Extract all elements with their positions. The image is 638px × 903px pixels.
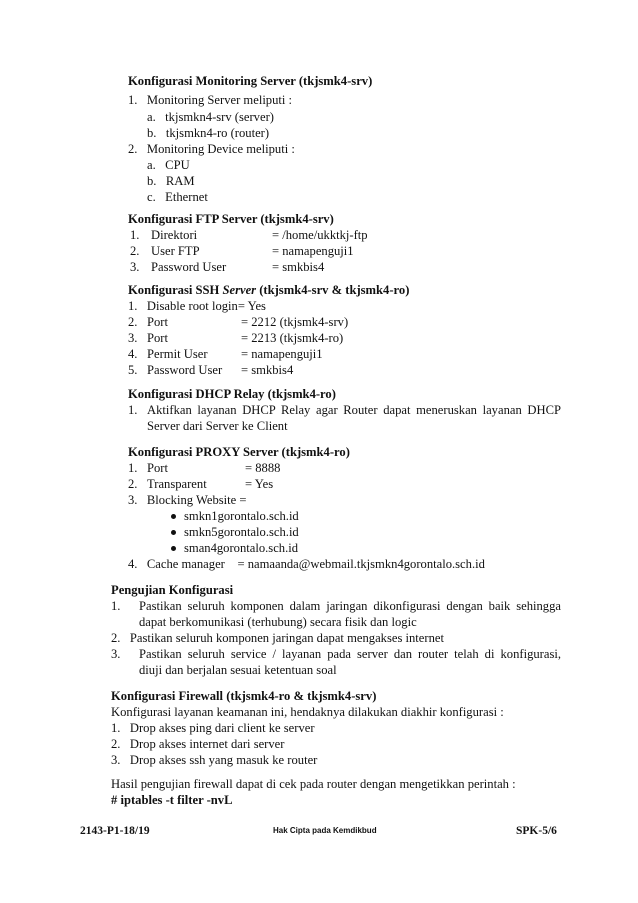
firewall-result: Hasil pengujian firewall dapat di cek pada router dengan mengetikkan perintah : bbox=[111, 777, 516, 791]
ftp-row-label: User FTP bbox=[151, 244, 200, 258]
ftp-row-num: 2. bbox=[130, 244, 140, 258]
proxy-row-num: 1. bbox=[128, 461, 138, 475]
ssh-row-label: Password User bbox=[147, 363, 223, 377]
ssh-title bbox=[128, 282, 409, 298]
ssh-title-italic: Server bbox=[222, 283, 257, 297]
footer-document-code: 2143-P1-18/19 bbox=[80, 825, 150, 837]
blocked-site: sman4gorontalo.sch.id bbox=[184, 541, 299, 555]
pengujian-title: Pengujian Konfigurasi bbox=[111, 583, 234, 597]
ftp-row-num: 3. bbox=[130, 260, 140, 274]
firewall-command: # iptables -t filter -nvL bbox=[111, 793, 233, 807]
ssh-item-1: 1. Disable root login= Yes bbox=[128, 299, 266, 313]
monitoring-item-2b: b. RAM bbox=[147, 174, 195, 188]
firewall-item-1: 1. Drop akses ping dari client ke server bbox=[111, 721, 315, 735]
ssh-row-value: = 2212 (tkjsmk4-srv) bbox=[241, 315, 349, 329]
ssh-row-value: = smkbis4 bbox=[241, 363, 294, 377]
proxy-title: Konfigurasi PROXY Server (tkjsmk4-ro) bbox=[128, 445, 350, 459]
footer-page-number: SPK-5/6 bbox=[516, 825, 557, 837]
ssh-row-num: 5. bbox=[128, 363, 138, 377]
dhcp-title: Konfigurasi DHCP Relay (tkjsmk4-ro) bbox=[128, 387, 336, 401]
blocked-site: smkn5gorontalo.sch.id bbox=[184, 525, 299, 539]
pengujian-item-num: 3. bbox=[111, 647, 121, 661]
ftp-title: Konfigurasi FTP Server (tkjsmk4-srv) bbox=[128, 212, 334, 226]
monitoring-item-2: 2. Monitoring Device meliputi : bbox=[128, 142, 295, 156]
bullet-icon bbox=[171, 514, 176, 519]
footer-copyright: Hak Cipta pada Kemdikbud bbox=[273, 826, 377, 835]
ftp-row-num: 1. bbox=[130, 228, 140, 242]
ssh-row-num: 2. bbox=[128, 315, 138, 329]
firewall-intro: Konfigurasi layanan keamanan ini, hendaknya dilakukan diakhir konfigurasi : bbox=[111, 705, 504, 719]
pengujian-item-2: 2. Pastikan seluruh komponen jaringan dapat mengakses internet bbox=[111, 631, 444, 645]
ftp-row-value: = smkbis4 bbox=[272, 260, 325, 274]
ssh-title-part: (tkjsmk4-srv & tkjsmk4-ro) bbox=[256, 283, 410, 297]
proxy-row-num: 2. bbox=[128, 477, 138, 491]
pengujian-item-line: diuji dan berjalan sesuai ketentuan soal bbox=[139, 663, 337, 677]
ftp-row-label: Direktori bbox=[151, 228, 198, 242]
firewall-item-2: 2. Drop akses internet dari server bbox=[111, 737, 285, 751]
pengujian-item-line: dapat berkomunikasi (terhubung) secara fisik dan logic bbox=[139, 615, 417, 629]
bullet-icon bbox=[171, 546, 176, 551]
ssh-row-num: 3. bbox=[128, 331, 138, 345]
ftp-row-label: Password User bbox=[151, 260, 227, 274]
ssh-row-value: = 2213 (tkjsmk4-ro) bbox=[241, 331, 344, 345]
proxy-row-value: = Yes bbox=[245, 477, 274, 491]
monitoring-item-2a: a. CPU bbox=[147, 158, 190, 172]
ssh-row-value: = namapenguji1 bbox=[241, 347, 323, 361]
proxy-item-4: 4. Cache manager = namaanda@webmail.tkjsmkn4gorontalo.sch.id bbox=[128, 557, 485, 571]
pengujian-item-line: Pastikan seluruh komponen dalam jaringan dikonfigurasi dengan baik sehingga bbox=[139, 599, 561, 613]
proxy-row-label: Port bbox=[147, 461, 168, 475]
ftp-row-value: = namapenguji1 bbox=[272, 244, 354, 258]
ssh-row-label: Permit User bbox=[147, 347, 208, 361]
proxy-row-value: = 8888 bbox=[245, 461, 281, 475]
proxy-item-3: 3. Blocking Website = bbox=[128, 493, 247, 507]
dhcp-item-line: Server dari Server ke Client bbox=[147, 419, 288, 433]
firewall-title: Konfigurasi Firewall (tkjsmk4-ro & tkjsmk4-srv) bbox=[111, 689, 377, 703]
firewall-item-3: 3. Drop akses ssh yang masuk ke router bbox=[111, 753, 318, 767]
bullet-icon bbox=[171, 530, 176, 535]
ssh-title-part: Konfigurasi SSH bbox=[128, 283, 223, 297]
monitoring-item-2c: c. Ethernet bbox=[147, 190, 208, 204]
dhcp-item-line: Aktifkan layanan DHCP Relay agar Router dapat meneruskan layanan DHCP bbox=[147, 403, 561, 417]
pengujian-item-num: 1. bbox=[111, 599, 121, 613]
monitoring-item-1b: b. tkjsmkn4-ro (router) bbox=[147, 126, 270, 140]
pengujian-item-line: Pastikan seluruh service / layanan pada server dan router telah di konfigurasi, bbox=[139, 647, 561, 661]
ssh-row-label: Port bbox=[147, 331, 168, 345]
proxy-row-label: Transparent bbox=[147, 477, 207, 491]
ssh-row-label: Port bbox=[147, 315, 168, 329]
monitoring-item-1a: a. tkjsmkn4-srv (server) bbox=[147, 110, 274, 124]
blocked-site: smkn1gorontalo.sch.id bbox=[184, 509, 299, 523]
ssh-row-num: 4. bbox=[128, 347, 138, 361]
monitoring-title: Konfigurasi Monitoring Server (tkjsmk4-srv) bbox=[128, 74, 373, 88]
ftp-row-value: = /home/ukktkj-ftp bbox=[272, 228, 368, 242]
dhcp-item-num: 1. bbox=[128, 403, 138, 417]
monitoring-item-1: 1. Monitoring Server meliputi : bbox=[128, 93, 293, 107]
